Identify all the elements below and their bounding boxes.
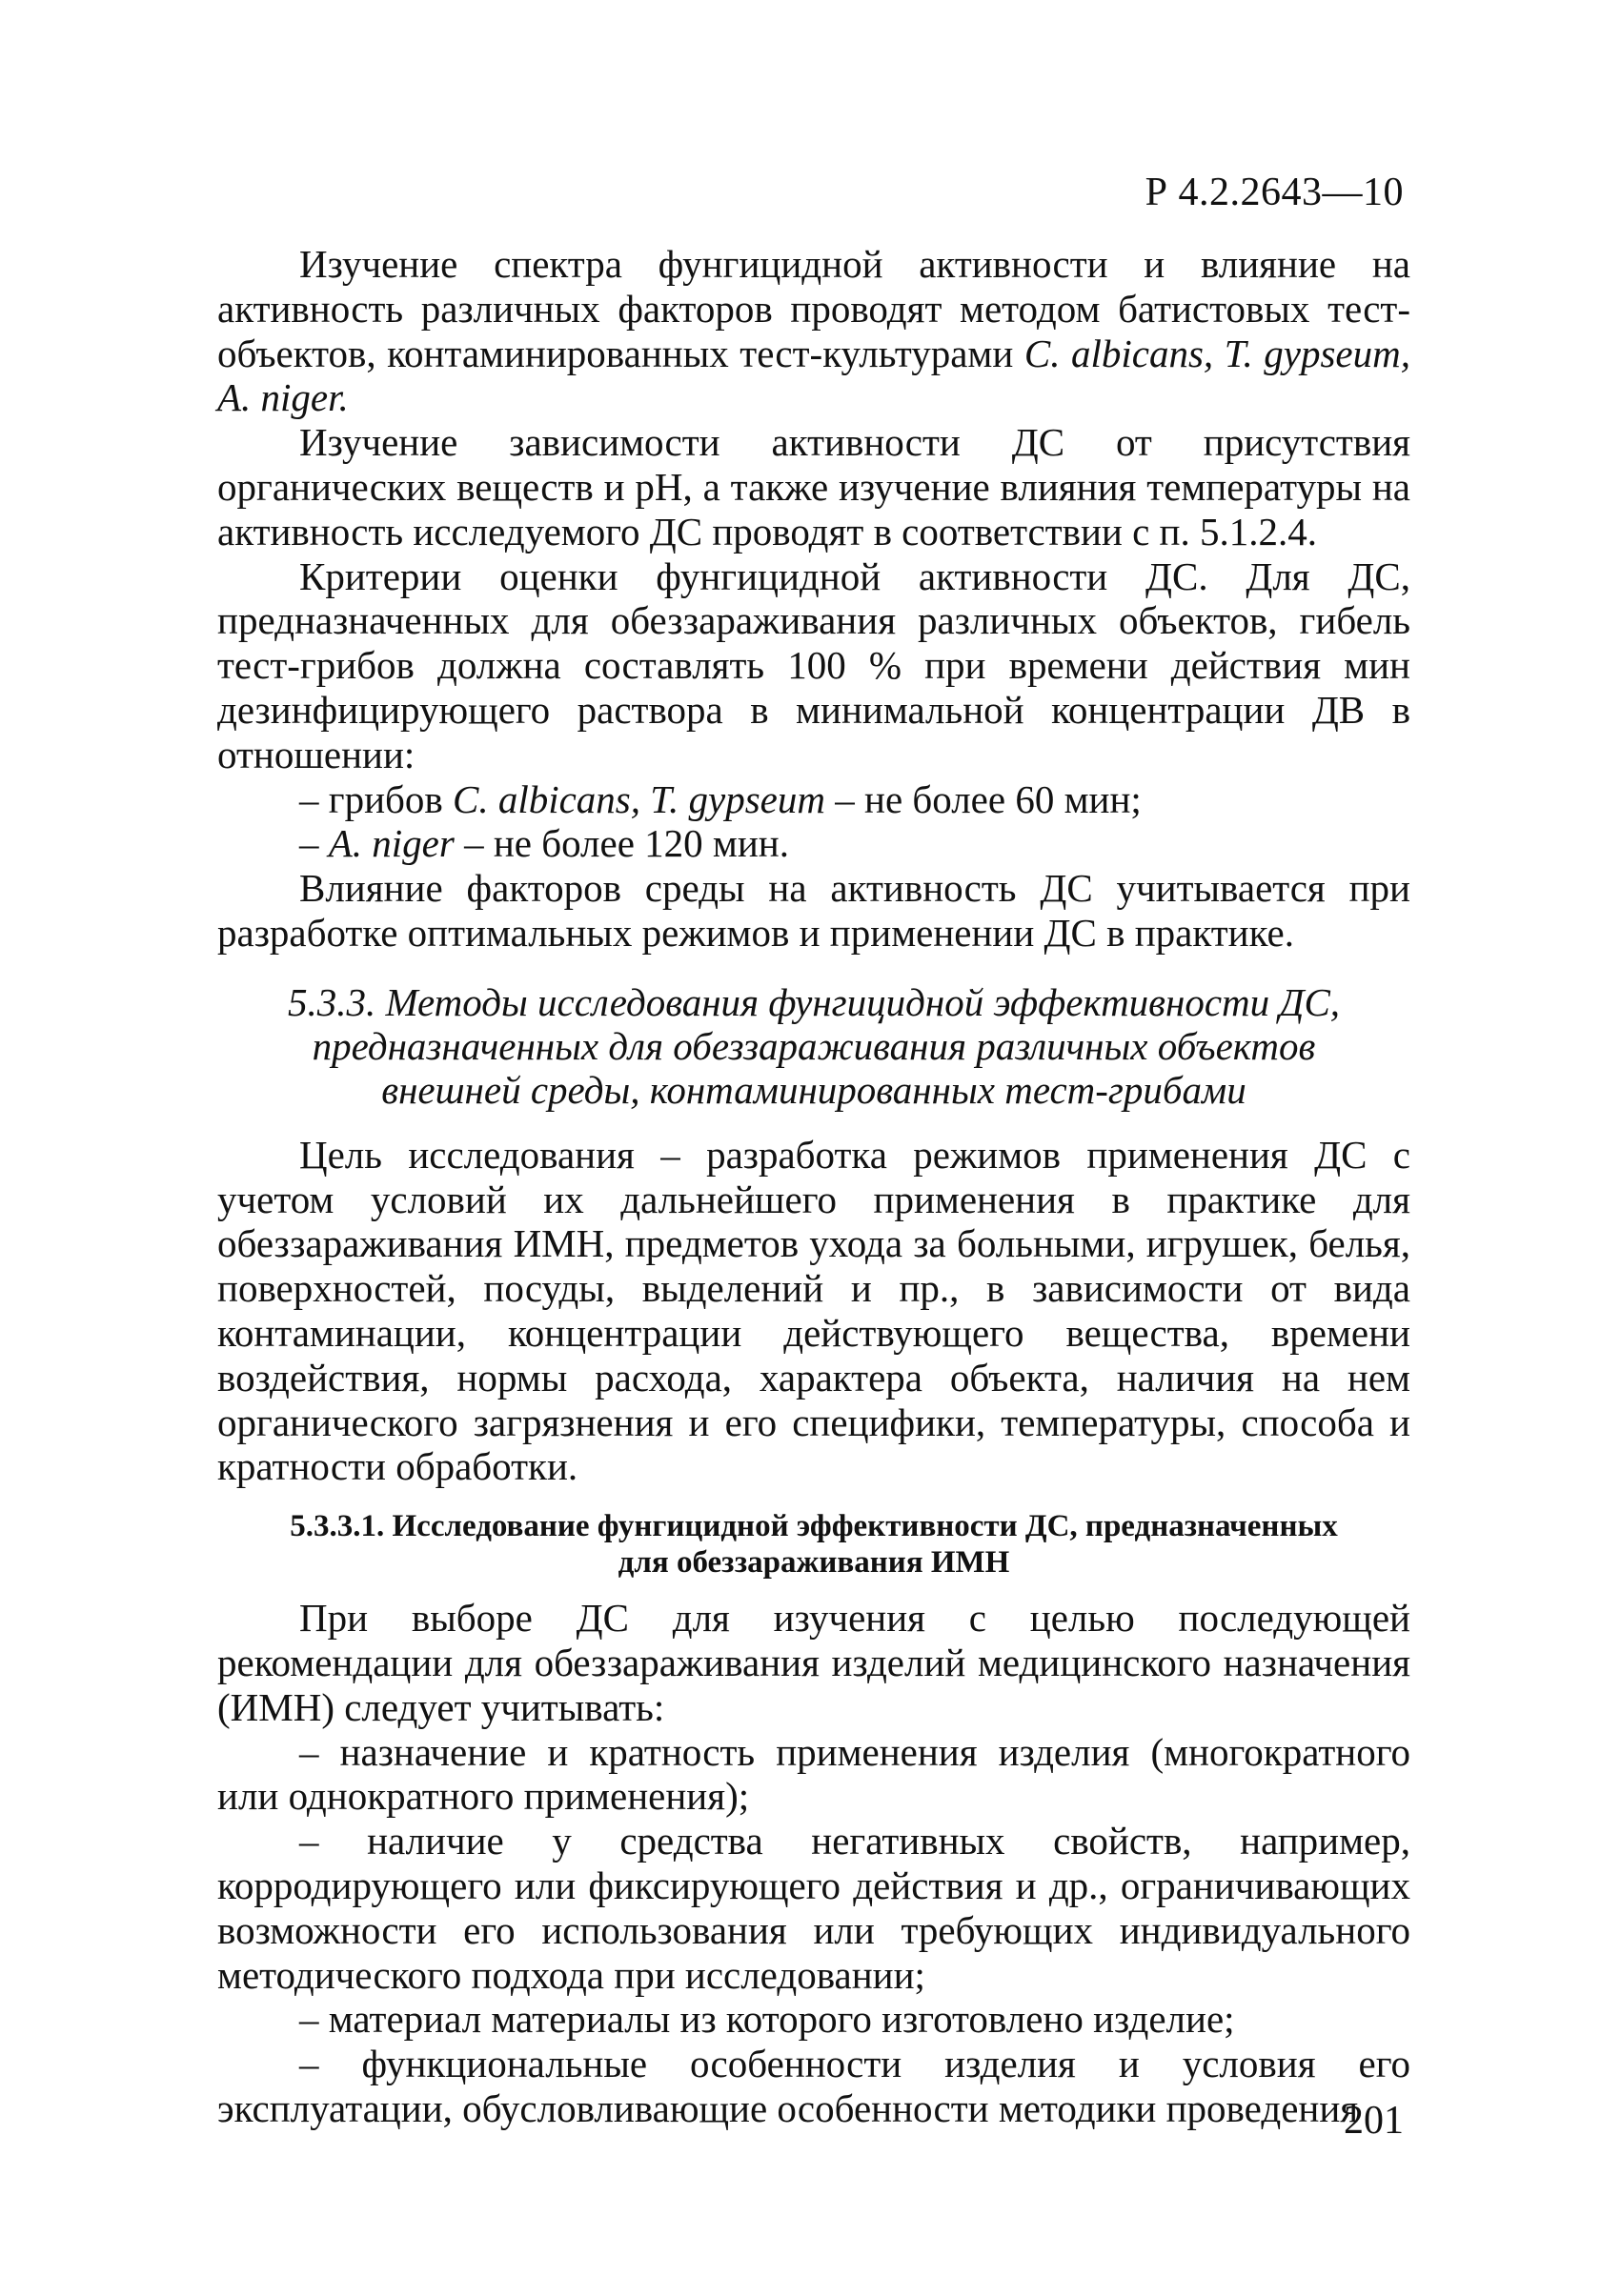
page-number: 201: [1344, 2099, 1404, 2143]
paragraph-research-goal: Цель исследования – разработка режимов применения ДС с учетом условий их дальнейшего применения в практике для обеззараживания ИМН, предметов ухода за больными, игрушек, белья, поверхностей, посуды, выделений и пр., в зависимости от вида контаминации, концентрации действующего вещества, времени воздействия, нормы расхода, характера объекта, наличия на нем органического загрязнения и его специфики, температуры, способа и кратности обработки.: [217, 1132, 1410, 1489]
species-names: A. niger: [328, 821, 455, 866]
list-item-niger-120: [217, 821, 1410, 866]
paragraph-fungicidal-spectrum: [217, 242, 1410, 420]
list-item-fungi-60: [217, 777, 1410, 822]
heading-line: внешней среды, контаминированных тест-грибами: [381, 1067, 1246, 1112]
document-code: Р 4.2.2643—10: [1145, 171, 1404, 214]
paragraph-text: Изучение спектра фунгицидной активности и влияние на активность различных факторов проводят методом батистовых тест-объектов, контаминированных тест-культурами: [217, 242, 1410, 375]
list-text: – не более 120 мин.: [454, 821, 789, 866]
paragraph-criteria: Критерии оценки фунгицидной активности ДС. Для ДС, предназначенных для обеззараживания различных объектов, гибель тест-грибов должна составлять 100 % при времени действия мин дезинфицирующего раствора в минимальной концентрации ДВ в отношении:: [217, 554, 1410, 776]
heading-line: предназначенных для обеззараживания различных объектов: [312, 1023, 1316, 1068]
heading-line: 5.3.3. Методы исследования фунгицидной эффективности ДС,: [287, 979, 1341, 1024]
list-item-material: – материал материалы из которого изготовлено изделие;: [299, 1997, 1235, 2042]
heading-line: для обеззараживания ИМН: [618, 1545, 1010, 1581]
list-text: – грибов: [299, 776, 453, 821]
list-item-functional-features: – функциональные особенности изделия и условия его эксплуатации, обусловливающие особенности методики проведения: [217, 2042, 1410, 2130]
paragraph-organic-ph: Изучение зависимости активности ДС от присутствия органических веществ и pH, а также изучение влияния температуры на активность исследуемого ДС проводят в соответствии с п. 5.1.2.4.: [217, 420, 1410, 554]
list-item-purpose: – назначение и кратность применения изделия (многократного или однократного применения);: [217, 1729, 1410, 1819]
list-item-negative-properties: – наличие у средства негативных свойств, например, корродирующего или фиксирующего действия и др., ограничивающих возможности его использования или требующих индивидуального методического подхода при исследовании;: [217, 1819, 1410, 1997]
paragraph-environment-factors: Влияние факторов среды на активность ДС учитывается при разработке оптимальных режимов и применении ДС в практике.: [217, 866, 1410, 955]
species-names: C. albicans, T. gypseum: [452, 776, 825, 821]
list-text: – не более 60 мин;: [825, 776, 1142, 821]
document-body: [217, 242, 1410, 2131]
paragraph-selection-criteria: При выборе ДС для изучения с целью последующей рекомендации для обеззараживания изделий медицинского назначения (ИМН) следует учитывать:: [217, 1596, 1410, 1729]
section-heading-5-3-3: [217, 980, 1410, 1112]
section-heading-5-3-3-1: [217, 1508, 1410, 1581]
species-names: C. albicans, T. gypseum, A. niger.: [217, 331, 1410, 420]
heading-line: 5.3.3.1. Исследование фунгицидной эффективности ДС, предназначенных: [290, 1509, 1338, 1544]
list-text: –: [299, 821, 329, 866]
